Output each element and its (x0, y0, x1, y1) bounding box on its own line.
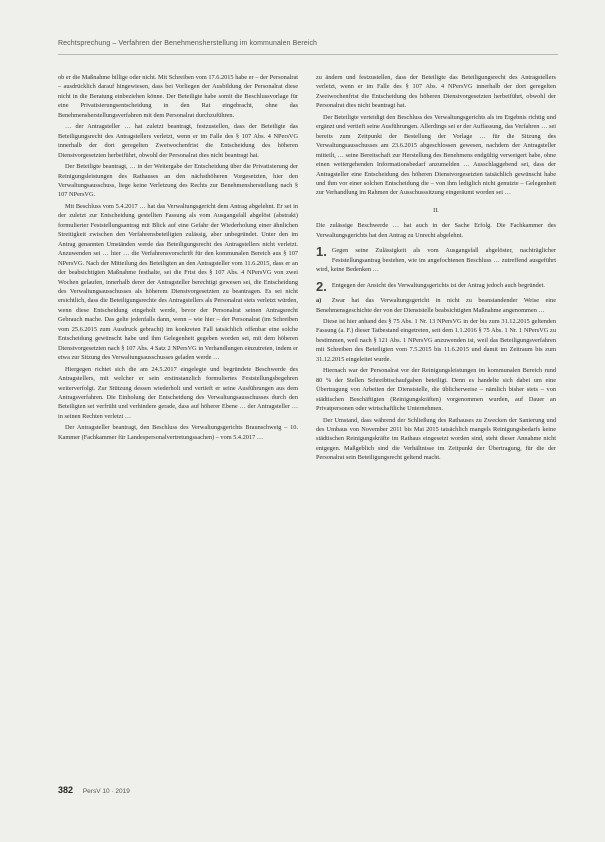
paragraph: Der Antragsteller beantragt, den Beschluss des Verwaltungsgerichts Braunschweig – 10. Kammer (Fachkammer für Landespersonalvertretungssachen) – vom 5.4.2017 … (58, 424, 298, 441)
paragraph: Diese ist hier anhand des § 75 Abs. 1 Nr. 13 NPersVG in der bis zum 31.12.2015 geltenden Fassung (a. F.) dieser Tatbestand eingetreten, seit dem 1.1.2016 § 75 Abs. 1 Nr. 1 NPersVG zu bestimmen, weil nach § 121 Abs. 1 NPersVG anzuwenden ist, weil das Beteiligungsverfahren mit Schreiben des Beteiligten vom 7.5.2015 bis 11.6.2015 und damit im Zeitraum bis zum 31.12.2015 eingeleitet wurde. (316, 317, 556, 363)
paragraph: … der Antragsteller … hat zuletzt beantragt, festzustellen, dass der Beteiligte das Beteiligungsrecht des Antragstellers verletzt, wenn er im Falle des § 107 Abs. 4 NPersVG innerhalb der dort geregelten Zweiwochenfrist die Entscheidung des höheren Dienstvorgesetzten herbeiführt, obwohl der Personalrat dies nicht beantragt hat. (58, 123, 298, 159)
paragraph: ob er die Maßnahme billige oder nicht. Mit Schreiben vom 17.6.2015 habe er – der Personalrat – ausdrücklich darauf hingewiesen, dass bei Vorliegen der Ausbildung der Personalrat diese nicht in die Beratung einbeziehen könne. Der Beteiligte habe somit die Beschlussvorlage für eine Privatisierungsentscheidung in den Rat eingebracht, ohne das Benehmensherstellungsverfahren mit dem Personalrat durchzuführen. (58, 74, 298, 119)
paragraph: Mit Beschluss vom 5.4.2017 … hat das Verwaltungsgericht dem Antrag abgelehnt. Er sei in der zuletzt zur Entscheidung gestellten Fassung als vom Ausgangsfall abgelöst (abstrakt) formulierter Feststellungsantrag mit Blick auf eine Gefahr der Wiederholung einer ähnlichen Streitigkeit zwischen den Verfahrensbeteiligten zulässig, aber unbegründet. Unter den im Antrag genannten Umständen werde das Beteiligungsrecht des Antragstellers nicht verletzt. Anzuwenden sei … hier … die Verfahrensvorschrift für den kommunalen Bereich aus § 107 NPersVG. Nach der Mitteilung des Beteiligten an den Antragsteller vom 11.6.2015, dass er an der beabsichtigten Maßnahme festhalte, sei die Frist des § 107 Abs. 4 NPersVG von zwei Wochen gelaufen, innerhalb derer der Antragsteller berechtigt gewesen sei, die Entscheidung des Verwaltungsausschusses als höherem Dienstvorgesetzten zu beantragen. Es sei nicht ersichtlich, dass die Beteiligungsrechte des Antragstellers als Personalrat stets verletzt würden, wenn diese Entscheidung eingeholt werde, bevor der Personalrat seinen Antragsrecht Gebrauch mache. Das gelte jedenfalls dann, wenn – wie hier – der Personalrat (im Schreiben vom 25.6.2015 zum Ausdruck gebracht) im konkreten Fall tatsächlich offenbar eine solche Entscheidung gewünscht habe und ihm Gelegenheit gegeben worden sei, mit dem höheren Dienstvorgesetzten nach § 107 Abs. 4 Satz 2 NPersVG in Verhandlungen einzutreten, indem er etwa zur Sitzung des Verwaltungsausschusses geladen werde … (58, 202, 298, 362)
sub-item-text: Zwar hat das Verwaltungsgericht in nicht zu beanstandender Weise eine Benehmensgeschichte der von der Dienststelle beabsichtigten Maßnahme angenommen … (316, 297, 556, 314)
numbered-item (316, 246, 556, 274)
header-divider (58, 54, 558, 55)
right-column (316, 73, 556, 763)
paragraph: Der Beteiligte beantragt, … in der Weitergabe der Entscheidung über die Privatisierung der Reinigungsleistungen des Rathauses an den nächsthöheren Vorgesetzten, hier den Verwaltungsausschuss, liege keine Verletzung des Rechts zur Benehmensherstellung nach § 107 NPersVG. (58, 163, 298, 199)
paragraph: Hiernach war der Personalrat vor der Reinigungsleistungen im kommunalen Bereich rund 80 % der Stellen Schreibtischaufgaben beteiligt. Denn es handelte sich dabei um eine Übertragung von Arbeiten der Dienststelle, die üblicherweise – nämlich bisher stets – von städtischen Beschäftigten (Reinigungskräften) vorgenommen wurden, auf Dauer an Privatpersonen oder wirtschaftliche Unternehmen. (316, 367, 556, 413)
journal-reference: PersV 10 · 2019 (82, 788, 130, 795)
item-text: Gegen seine Zulässigkeit als vom Ausgangsfall abgelöster, nachträglicher Feststellungsantrag bestehen, wie im angefochtenen Beschluss … zutreffend ausgeführt wird, keine Bedenken … (316, 247, 556, 274)
numbered-item (316, 278, 556, 294)
paragraph: Der Umstand, dass während der Schließung des Rathauses zu Zwecken der Sanierung und des Umbaus von November 2011 bis Mai 2015 tatsächlich mangels Reinigungsbedarfs keine städtischen Reinigungskräfte im Rathaus eingesetzt worden sind, steht dieser Annahme nicht entgegen. Maßgeblich sind die Verhältnisse im Zeitpunkt der Übertragung, für die der Personalrat sein Beteiligungsrecht geltend macht. (316, 416, 556, 462)
sub-item-mark: a) (316, 297, 322, 305)
item-number: 2. (316, 278, 327, 294)
running-header: Rechtsprechung – Verfahren der Benehmensherstellung im kommunalen Bereich (58, 40, 318, 47)
paragraph: zu ändern und festzustellen, dass der Beteiligte das Beteiligungsrecht des Antragstellers verletzt, wenn er im Falle des § 107 Abs. 4 NPersVG innerhalb der dort geregelten Zweiwochenfrist die Entscheidung des höheren Dienstvorgesetzten herbeiführt, obwohl der Personalrat dies nicht beantragt hat. (316, 74, 556, 110)
paragraph: Der Beteiligte verteidigt den Beschluss des Verwaltungsgerichts als im Ergebnis richtig und ergänzt und vertieft seine Ausführungen. Allerdings sei er der Auffassung, das Verfahren … sei bereits zum Zeitpunkt der Bestellung der Vorlage … für die Sitzung des Verwaltungsausschusses am 23.6.2015 abgeschlossen gewesen, nachdem der Antragsteller mitteilt, … seine Bereitschaft zur Herstellung des Benehmens endgültig verweigert habe, ohne einen weitergehenden Informationsbedarf anzumelden … Ausschlaggebend sei, dass der Antragsteller eine Entscheidung des höheren Dienstvorgesetzten tatsächlich gewünscht habe und ihm vor einer solchen Entscheidung die – von ihm lediglich nicht genutzte – Gelegenheit zur Verhandlung im Rahmen der Ausschusssitzung eingeräumt worden sei … (316, 113, 556, 197)
item-text: Entgegen der Ansicht des Verwaltungsgerichts ist der Antrag jedoch auch begründet. (331, 281, 545, 289)
sub-item (316, 296, 556, 315)
section-heading: II. (433, 206, 439, 214)
paragraph: Hiergegen richtet sich die am 24.5.2017 eingelegte und begründete Beschwerde des Antragstellers, mit welcher er sein erstinstanzlich formuliertes Feststellungsbegehren weiterverfolgt. Zur Stützung dessen wiederholt und vertieft er seine Ausführungen aus dem Antragsverfahren. Die Einholung der Entscheidung des Verwaltungsausschusses durch den Beteiligten sei verfrüht und verhindere gerade, dass auf höherer Ebene … der Antragsteller … in seinen Rechten verletzt … (58, 365, 298, 420)
page-number: 382 (58, 785, 74, 795)
paragraph: Die zulässige Beschwerde … hat auch in der Sache Erfolg. Die Fachkammer des Verwaltungsgerichts hat den Antrag zu Unrecht abgelehnt. (316, 222, 556, 239)
left-column (58, 73, 298, 763)
item-number: 1. (316, 244, 327, 260)
page-footer (58, 785, 130, 795)
